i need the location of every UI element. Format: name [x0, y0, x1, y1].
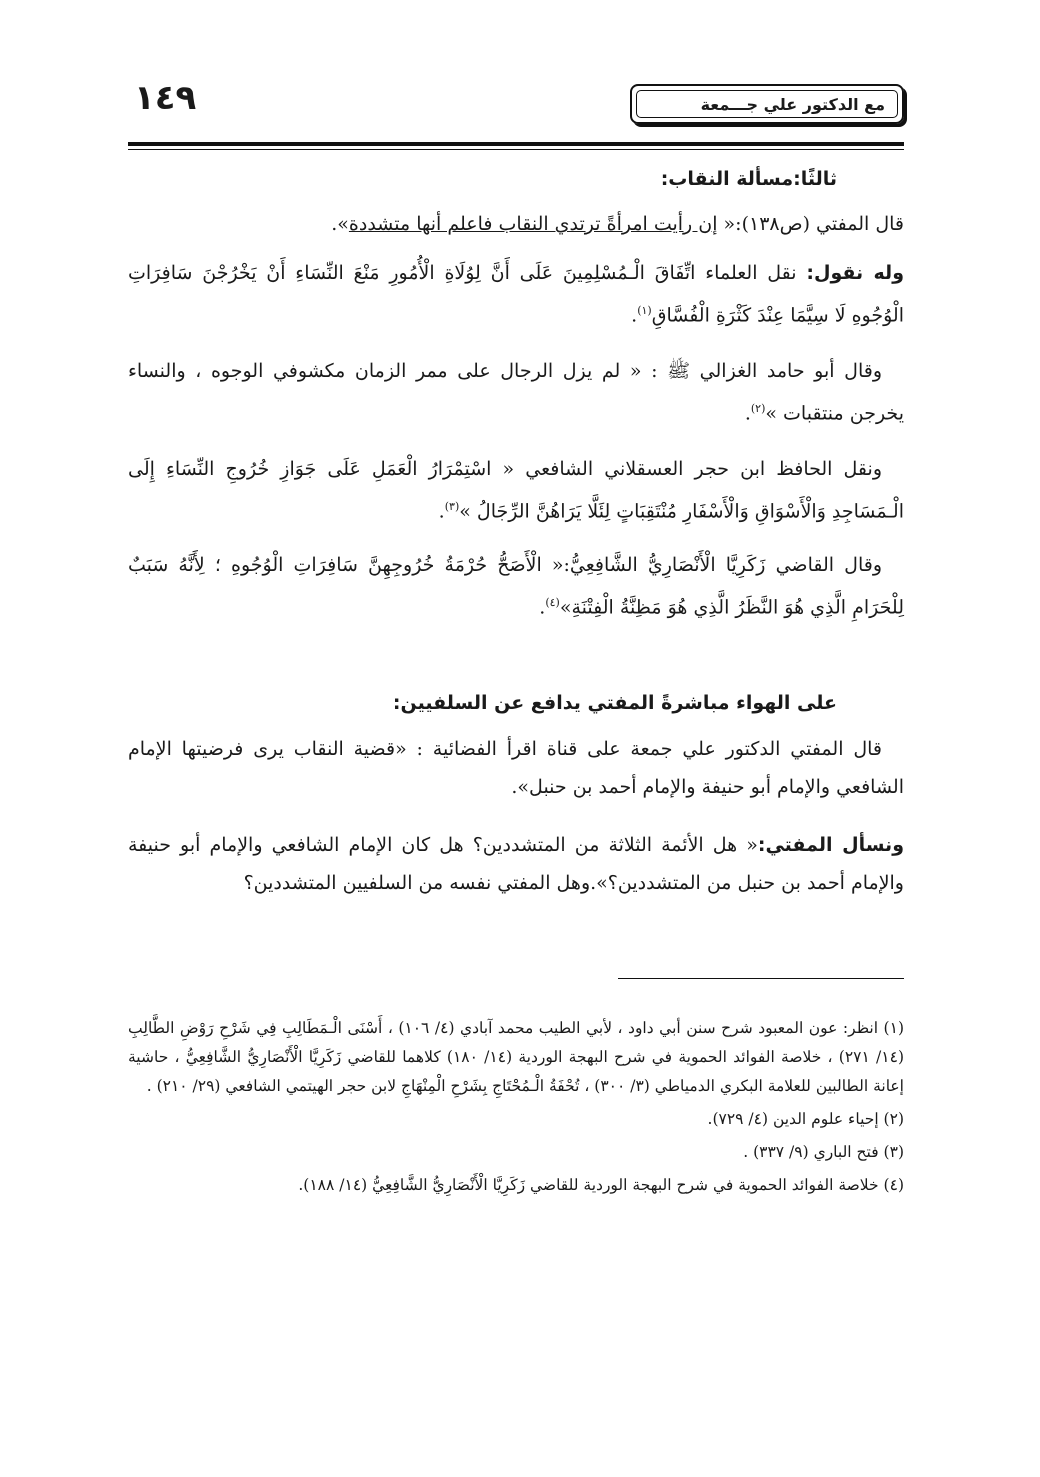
footnote-ref-4: (٤) — [545, 596, 560, 609]
ibn-hajar-text: ونقل الحافظ ابن حجر العسقلاني الشافعي « اسْتِمْرَارُ الْعَمَلِ عَلَى جَوَازِ خُرُوجِ النِّسَاءِ إِلَى الْـمَسَاجِدِ وَالْأَسْوَاقِ وَالْأَسْفَارِ مُنْتَقِبَاتٍ لِئَلَّا يَرَاهُنَّ الرِّجَالُ » — [128, 458, 904, 523]
zakariya-end: . — [539, 596, 546, 619]
ghazali-text: وقال أبو حامد الغزالي ﷺ : « لم يزل الرجال على ممر الزمان مكشوفي الوجوه ، والنساء يخرجن منتقبات » — [128, 360, 904, 425]
ghazali-end: . — [744, 402, 751, 425]
section-heading-niqab: ثالثًا:مسألة النقاب: — [660, 168, 837, 190]
footnote-ref-2: (٢) — [750, 402, 766, 415]
header-rule-thin — [128, 149, 904, 150]
mufti-quote-suffix: ». — [331, 213, 349, 235]
question-text: « هل الأئمة الثلاثة من المتشددين؟ هل كان الإمام الشافعي والإمام أبو حنيفة والإمام أحمد بن حنبل من المتشددين؟».وهل المفتي نفسه من السلفيين المتشددين؟ — [128, 834, 904, 894]
running-header-title: مع الدكتور علي جـــمعة — [636, 90, 898, 118]
ibn-hajar-end: . — [438, 500, 445, 523]
footnote-3: (٣) فتح الباري (٩/ ٣٣٧) . — [743, 1143, 904, 1161]
footnotes — [128, 1014, 904, 1204]
footnote-ref-3: (٣) — [444, 500, 460, 513]
paragraph-iqraa-channel — [128, 730, 904, 806]
zakariya-text: وقال القاضي زَكَرِيَّا الْأَنْصَارِيُّ الشَّافِعِيُّ:« الْأَصَحُّ حُرْمَةُ خُرُوجِهِنَّ سَافِرَاتِ الْوُجُوهِ ؛ لِأَنَّهُ سَبَبٌ لِلْحَرَامِ الَّذِي هُوَ النَّظَرُ الَّذِي هُوَ مَظِنَّةُ الْفِتْنَةِ» — [128, 554, 904, 619]
running-header-box — [630, 84, 904, 124]
iqraa-text: قال المفتي الدكتور علي جمعة على قناة اقرأ الفضائية : «قضية النقاب يرى فرضيتها الإمام الشافعي والإمام أبو حنيفة والإمام أحمد بن حنبل». — [128, 738, 904, 798]
footnote-ref-1: (١) — [637, 304, 652, 317]
response-end: . — [631, 304, 638, 327]
footnote-separator — [618, 978, 904, 979]
mufti-quote-underlined: إن رأيت امرأةً ترتدي النقاب فاعلم أنها متشددة — [348, 213, 718, 235]
mufti-quote-prefix: قال المفتي (ص١٣٨):« — [717, 213, 904, 235]
footnote-1: (١) انظر: عون المعبود شرح سنن أبي داود ، لأبي الطيب محمد آبادي (٤/ ١٠٦) ، أَسْنَى الْـمَطَالِبِ فِي شَرْحِ رَوْضِ الطَّالِبِ (١٤/ ٢٧١) ، خلاصة الفوائد الحموية في شرح البهجة الوردية (١٤/ ١٨٠) كلاهما للقاضي زَكَرِيَّا الْأَنْصَارِيُّ الشَّافِعِيُّ ، حاشية إعانة الطالبين للعلامة البكري الدمياطي (٣/ ٣٠٠) ، تُحْفَةُ الْـمُحْتَاجِ بِشَرْحِ الْمِنْهَاجِ لابن حجر الهيتمي الشافعي (٢٩/ ٢١٠) . — [128, 1019, 904, 1095]
paragraph-ibn-hajar — [128, 450, 904, 530]
header-rule-thick — [128, 142, 904, 146]
paragraph-ghazali — [128, 352, 904, 432]
paragraph-response — [128, 254, 904, 334]
paragraph-zakariya — [128, 546, 904, 626]
page-number: ١٤٩ — [134, 78, 197, 118]
response-text: نقل العلماء اتِّفَاقَ الْـمُسْلِمِينَ عَلَى أَنَّ لِوُلَاةِ الْأُمُورِ مَنْعَ النِّسَاءِ أَنْ يَخْرُجْنَ سَافِرَاتِ الْوُجُوهِ لَا سِيَّمَا عِنْدَ كَثْرَةِ الْفُسَّاقِ — [128, 262, 904, 327]
footnote-2: (٢) إحياء علوم الدين (٤/ ٧٢٩). — [707, 1110, 904, 1128]
question-lead: ونسأل المفتي: — [757, 834, 905, 856]
response-lead: وله نقول: — [806, 262, 904, 284]
paragraph-question — [128, 826, 904, 902]
footnote-4: (٤) خلاصة الفوائد الحموية في شرح البهجة الوردية للقاضي زَكَرِيَّا الْأَنْصَارِيُّ الشَّافِعِيُّ (١٤/ ١٨٨). — [298, 1176, 904, 1194]
paragraph-mufti-quote — [128, 205, 904, 243]
section-heading-live: على الهواء مباشرةً المفتي يدافع عن السلفيين: — [392, 692, 837, 714]
